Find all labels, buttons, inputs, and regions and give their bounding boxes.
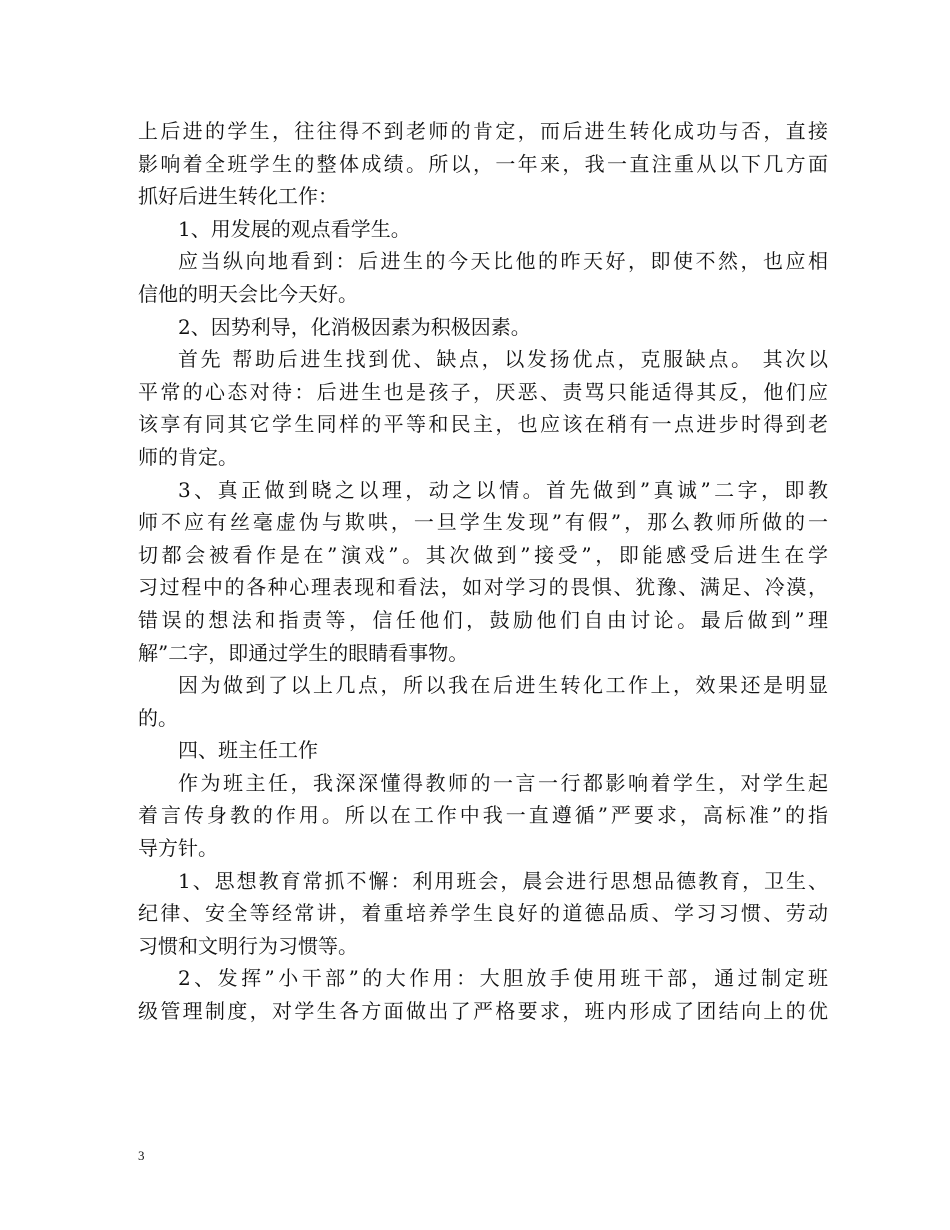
text-line: 平常的心态对待：后进生也是孩子，厌恶、责骂只能适得其反，他们应	[138, 379, 828, 404]
text-line: 1、思想教育常抓不懈：利用班会，晨会进行思想品德教育，卫生、	[178, 868, 828, 893]
text-line: 抓好后进生转化工作：	[138, 184, 338, 209]
text-line: 3、真正做到晓之以理，动之以情。首先做到”真诚”二字，即教	[178, 477, 828, 502]
text-line: 习惯和文明行为习惯等。	[138, 933, 358, 958]
text-line: 2、因势利导，化消极因素为积极因素。	[178, 314, 531, 339]
text-line: 切都会被看作是在”演戏”。其次做到”接受”，即能感受后进生在学	[138, 542, 828, 567]
text-line: 导方针。	[138, 836, 218, 861]
text-line: 1、用发展的观点看学生。	[178, 216, 411, 241]
text-line: 首先 帮助后进生找到优、缺点，以发扬优点，克服缺点。 其次以	[178, 347, 828, 372]
text-line: 应当纵向地看到：后进生的今天比他的昨天好，即使不然，也应相	[178, 249, 828, 274]
document-body	[138, 115, 828, 1028]
text-line: 着言传身教的作用。所以在工作中我一直遵循”严要求，高标准”的指	[138, 803, 828, 828]
text-line: 因为做到了以上几点，所以我在后进生转化工作上，效果还是明显	[178, 673, 828, 698]
text-line: 解”二字，即通过学生的眼睛看事物。	[138, 640, 469, 665]
text-line: 四、班主任工作	[178, 738, 318, 763]
text-line: 级管理制度，对学生各方面做出了严格要求，班内形成了团结向上的优	[138, 999, 828, 1024]
text-line: 作为班主任，我深深懂得教师的一言一行都影响着学生，对学生起	[178, 770, 828, 795]
text-line: 信他的明天会比今天好。	[138, 281, 358, 306]
page-number: 3	[138, 1148, 145, 1163]
text-line: 纪律、安全等经常讲，着重培养学生良好的道德品质、学习习惯、劳动	[138, 901, 828, 926]
text-line: 的。	[138, 705, 178, 730]
text-line: 错误的想法和指责等，信任他们，鼓励他们自由讨论。最后做到”理	[138, 607, 828, 632]
text-line: 影响着全班学生的整体成绩。所以，一年来，我一直注重从以下几方面	[138, 151, 828, 176]
text-line: 师的肯定。	[138, 444, 238, 469]
text-line: 该享有同其它学生同样的平等和民主，也应该在稍有一点进步时得到老	[138, 412, 828, 437]
text-line: 2、发挥”小干部”的大作用：大胆放手使用班干部，通过制定班	[178, 966, 828, 991]
text-line: 师不应有丝毫虚伪与欺哄，一旦学生发现”有假”，那么教师所做的一	[138, 510, 828, 535]
text-line: 习过程中的各种心理表现和看法，如对学习的畏惧、犹豫、满足、冷漠，	[138, 575, 828, 600]
text-line: 上后进的学生，往往得不到老师的肯定，而后进生转化成功与否，直接	[138, 119, 828, 143]
